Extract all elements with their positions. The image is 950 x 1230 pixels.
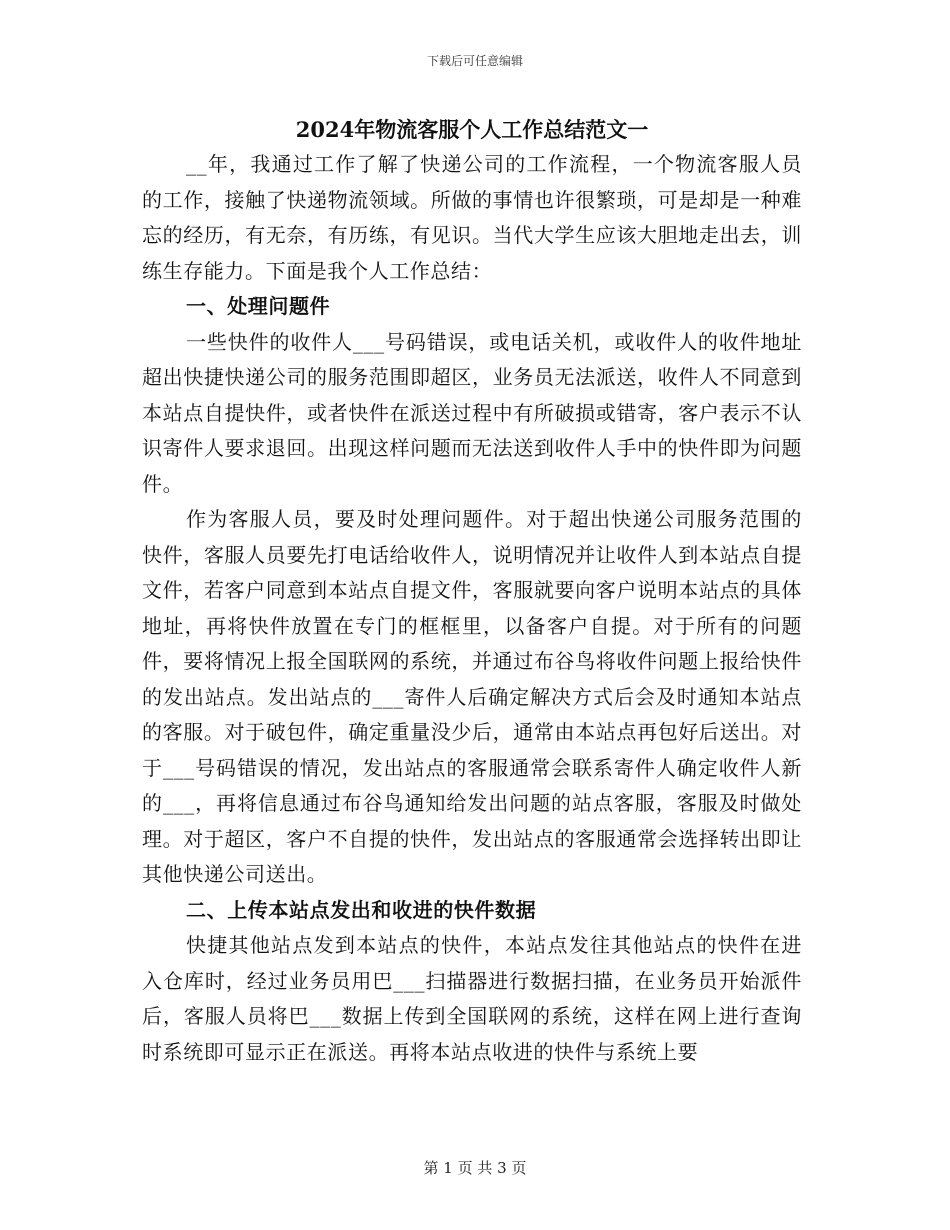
section-1-paragraph-1: 一些快件的收件人___号码错误，或电话关机，或收件人的收件地址超出快捷快递公司的服务范围即超区，业务员无法派送，收件人不同意到本站点自提快件，或者快件在派送过程中有所破损或错寄，客户表示不认识寄件人要求退回。出现这样问题而无法送到收件人手中的快件即为问题件。	[142, 329, 802, 496]
intro-paragraph: __年，我通过工作了解了快递公司的工作流程，一个物流客服人员的工作，接触了快递物流领域。所做的事情也许很繁琐，可是却是一种难忘的经历，有无奈，有历练，有见识。当代大学生应该大胆地走出去，训练生存能力。下面是我个人工作总结：	[142, 152, 802, 283]
page-header-note: 下载后可任意编辑	[426, 54, 523, 68]
section-2-heading: 二、上传本站点发出和收进的快件数据	[186, 897, 537, 922]
section-1-heading: 一、处理问题件	[186, 294, 331, 318]
document-title: 2024年物流客服个人工作总结范文一	[295, 117, 649, 142]
document-body	[142, 113, 802, 1070]
section-1-paragraph-2: 作为客服人员，要及时处理问题件。对于超出快递公司服务范围的快件，客服人员要先打电话给收件人，说明情况并让收件人到本站点自提文件，若客户同意到本站点自提文件，客服就要向客户说明本站点的具体地址，再将快件放置在专门的框框里，以备客户自提。对于所有的问题件，要将情况上报全国联网的系统，并通过布谷鸟将收件问题上报给快件的发出站点。发出站点的___寄件人后确定解决方式后会及时通知本站点的客服。对于破包件，确定重量没少后，通常由本站点再包好后送出。对于___号码错误的情况，发出站点的客服通常会联系寄件人确定收件人新的___，再将信息通过布谷鸟通知给发出问题的站点客服，客服及时做处理。对于超区，客户不自提的快件，发出站点的客服通常会选择转出即让其他快递公司送出。	[142, 507, 802, 886]
page-number: 第 1 页 共 3 页	[423, 1159, 527, 1177]
section-2-paragraph-1: 快捷其他站点发到本站点的快件，本站点发往其他站点的快件在进入仓库时，经过业务员用巴___扫描器进行数据扫描，在业务员开始派件后，客服人员将巴___数据上传到全国联网的系统，这样在网上进行查询时系统即可显示正在派送。再将本站点收进的快件与系统上要	[142, 933, 802, 1064]
